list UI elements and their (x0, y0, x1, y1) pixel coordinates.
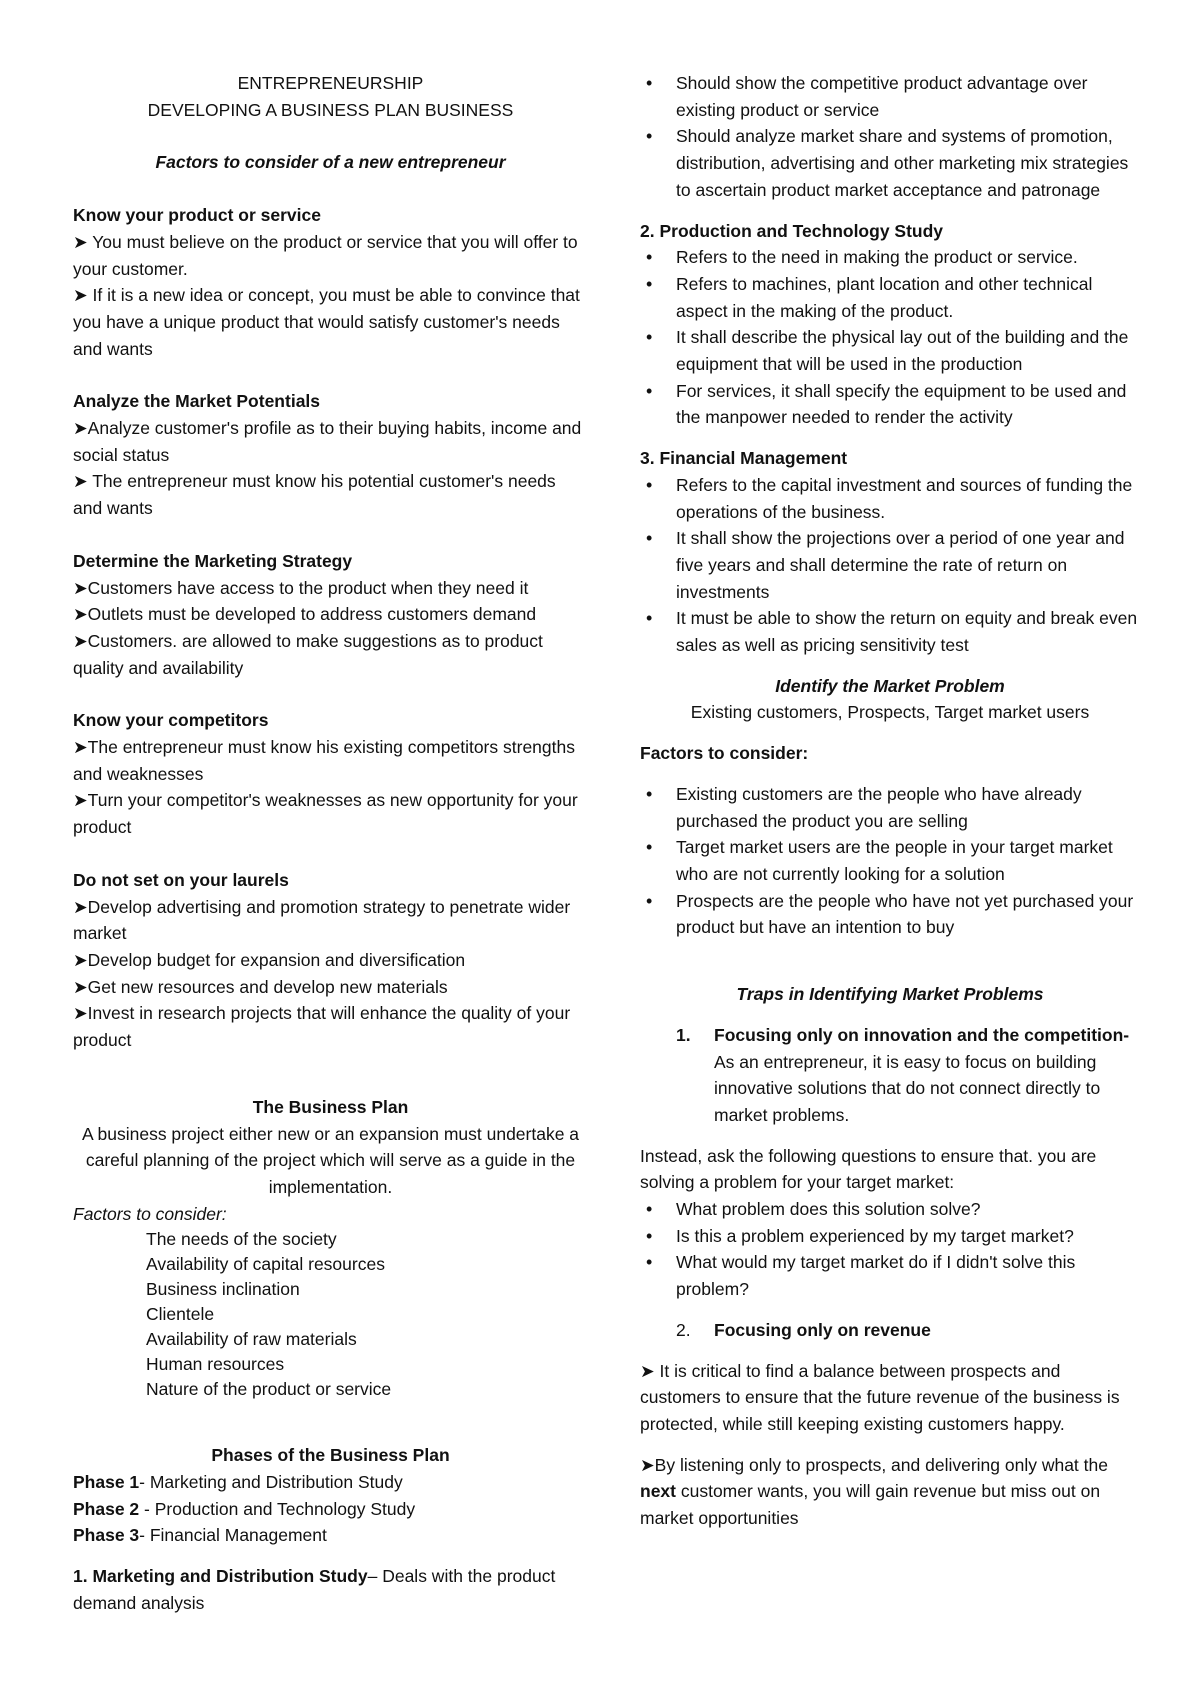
phase-item: Phase 3- Financial Management (73, 1525, 327, 1546)
bullet-item: • Refers to the capital investment and sources of funding the operations of the business. (640, 472, 1140, 525)
phase-item: Phase 1- Marketing and Distribution Study (73, 1472, 403, 1493)
bullet-item: • What would my target market do if I didn't solve this problem? (640, 1249, 1140, 1302)
section-line: ➤ Turn your competitor's weaknesses as new opportunity for your product (73, 787, 588, 840)
section-line: ➤ You must believe on the product or service that you will offer to your customer. (73, 229, 588, 282)
section-line: ➤ Outlets must be developed to address customers demand (73, 601, 588, 628)
section-line: ➤ Develop advertising and promotion strategy to penetrate wider market (73, 894, 588, 947)
study1-bullets (640, 70, 1140, 204)
bullet-item: • Refers to the need in making the product or service. (640, 244, 1140, 271)
market-factors-label: Factors to consider: (640, 743, 809, 764)
instead-paragraph: Instead, ask the following questions to ensure that. you are solving a problem for your target market: (640, 1145, 1097, 1193)
business-plan-factors-label: Factors to consider: (73, 1203, 227, 1224)
business-plan-factors (73, 1227, 588, 1402)
right-column (640, 70, 1140, 1532)
doc-subtitle: DEVELOPING A BUSINESS PLAN BUSINESS (147, 99, 514, 120)
section-line: ➤ Customers have access to the product when they need it (73, 575, 588, 602)
market-factors-bullets (640, 781, 1140, 941)
factor-item: Clientele (146, 1304, 215, 1325)
traps-heading: Traps in Identifying Market Problems (736, 984, 1044, 1005)
bullet-item: • Should analyze market share and systems of promotion, distribution, advertising and other marketing mix strategies to ascertain product market acceptance and patronage (640, 123, 1140, 203)
question-bullets (640, 1196, 1140, 1303)
section-line: ➤ Analyze customer's profile as to their buying habits, income and social status (73, 415, 588, 468)
study3-heading: 3. Financial Management (640, 448, 848, 469)
study2-heading: 2. Production and Technology Study (640, 220, 944, 241)
factor-item: The needs of the society (146, 1229, 337, 1250)
trap-item-1: 1. Focusing only on innovation and the competition- As an entrepreneur, it is easy to focus on building innovative solutions that do not connect directly to market problems. (640, 1022, 1140, 1129)
bullet-item: • Is this a problem experienced by my target market? (640, 1223, 1140, 1250)
trap-item-2: 2. Focusing only on revenue (640, 1317, 1140, 1344)
section-heading: Determine the Marketing Strategy (73, 550, 353, 571)
bullet-item: • For services, it shall specify the equipment to be used and the manpower needed to render the activity (640, 378, 1140, 431)
section-line: ➤ Invest in research projects that will enhance the quality of your product (73, 1000, 588, 1053)
business-plan-heading: The Business Plan (252, 1096, 409, 1117)
bullet-item: • Existing customers are the people who have already purchased the product you are selling (640, 781, 1140, 834)
study1-paragraph: 1. Marketing and Distribution Study– Deals with the product demand analysis (73, 1566, 556, 1613)
bullet-item: • Target market users are the people in your target market who are not currently looking for a solution (640, 834, 1140, 887)
factors-heading: Factors to consider of a new entrepreneur (155, 152, 506, 173)
factor-item: Business inclination (146, 1279, 300, 1300)
market-problem-subheading: Existing customers, Prospects, Target market users (690, 702, 1090, 723)
section-line: ➤ Customers. are allowed to make suggestions as to product quality and availability (73, 628, 588, 681)
study2-bullets (640, 244, 1140, 431)
revenue-paragraph-1: ➤ It is critical to find a balance between prospects and customers to ensure that the future revenue of the business is protected, while still keeping existing customers happy. (640, 1358, 1140, 1438)
section-line: ➤ The entrepreneur must know his potential customer's needs and wants (73, 468, 588, 521)
factor-item: Human resources (146, 1354, 285, 1375)
business-plan-intro: A business project either new or an expansion must undertake a careful planning of the project which will serve as a guide in the implementation. (81, 1123, 580, 1197)
bullet-item: • It shall describe the physical lay out of the building and the equipment that will be used in the production (640, 324, 1140, 377)
section-heading: Know your competitors (73, 710, 269, 731)
bullet-item: • Prospects are the people who have not yet purchased your product but have an intention to buy (640, 888, 1140, 941)
doc-title: ENTREPRENEURSHIP (237, 73, 424, 93)
study3-bullets (640, 472, 1140, 659)
section-heading: Analyze the Market Potentials (73, 391, 321, 412)
bullet-item: • Refers to machines, plant location and other technical aspect in the making of the product. (640, 271, 1140, 324)
phases-heading: Phases of the Business Plan (211, 1445, 450, 1466)
bullet-item: • What problem does this solution solve? (640, 1196, 1140, 1223)
bullet-item: • It must be able to show the return on equity and break even sales as well as pricing sensitivity test (640, 605, 1140, 658)
bullet-item: • Should show the competitive product advantage over existing product or service (640, 70, 1140, 123)
phase-item: Phase 2 - Production and Technology Study (73, 1498, 416, 1519)
revenue-paragraph-2: ➤ By listening only to prospects, and delivering only what the next customer wants, you will gain revenue but miss out on market opportunities (640, 1452, 1140, 1532)
trap-item-text: As an entrepreneur, it is easy to focus on building innovative solutions that do not connect directly to market problems. (714, 1051, 1101, 1125)
factor-item: Nature of the product or service (146, 1379, 392, 1400)
section-line: ➤ Develop budget for expansion and diversification (73, 947, 588, 974)
section-line: ➤ The entrepreneur must know his existing competitors strengths and weaknesses (73, 734, 588, 787)
trap-item-title: Focusing only on revenue (714, 1319, 931, 1340)
factor-item: Availability of capital resources (146, 1254, 385, 1275)
section-line: ➤ If it is a new idea or concept, you must be able to convince that you have a unique product that would satisfy customer's needs and wants (73, 282, 588, 362)
factor-item: Availability of raw materials (146, 1329, 357, 1350)
trap-item-title: Focusing only on innovation and the competition- (714, 1024, 1130, 1045)
bullet-item: • It shall show the projections over a period of one year and five years and shall determine the rate of return on investments (640, 525, 1140, 605)
section-heading: Do not set on your laurels (73, 869, 289, 890)
section-line: ➤ Get new resources and develop new materials (73, 974, 588, 1001)
section-heading: Know your product or service (73, 205, 321, 226)
left-column (73, 70, 588, 1617)
market-problem-heading: Identify the Market Problem (775, 675, 1005, 696)
